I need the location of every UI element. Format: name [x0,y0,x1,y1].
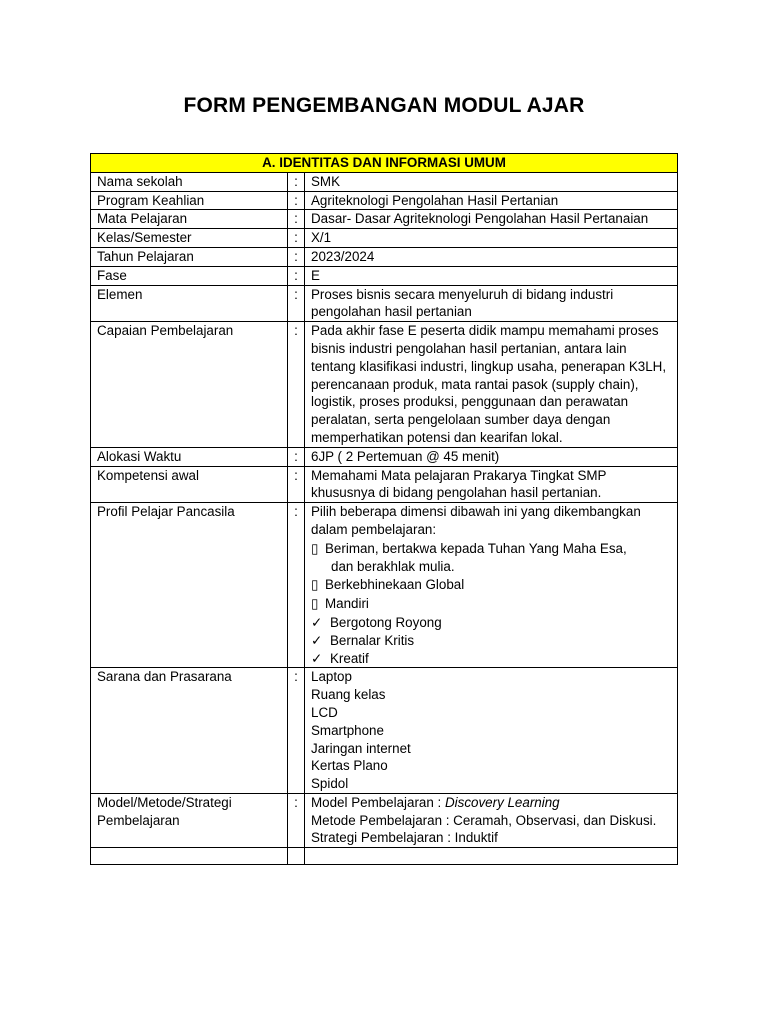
row-label [91,793,288,847]
row-value: E [305,266,678,285]
colon: : [288,466,305,503]
row-value: Pada akhir fase E peserta didik mampu memahami proses bisnis industri pengolahan hasil pertanian, antara lain tentang klasifikasi industri, lingkup usaha, penerapan K3LH, perencanaan produk, mata rantai pasok (supply chain), logistik, proses produksi, penggunaan dan perawatan peralatan, serta pengelolaan sumber daya dengan memperhatikan potensi dan kearifan lokal. [305,322,678,448]
empty-cell [91,848,288,865]
table-row [91,322,678,448]
row-label: Kelas/Semester [91,229,288,248]
checkmark-icon: ✓ [311,650,323,666]
strategi-line: Strategi Pembelajaran : Induktif [311,830,498,846]
row-value: 2023/2024 [305,247,678,266]
colon: : [288,285,305,322]
colon: : [288,793,305,847]
dimension-label: Mandiri [325,596,369,612]
table-row [91,285,678,322]
row-value: Dasar- Dasar Agriteknologi Pengolahan Hasil Pertanaian [305,210,678,229]
table-row [91,172,678,191]
empty-cell [305,848,678,865]
row-label: Fase [91,266,288,285]
table-row [91,503,678,668]
profil-intro: Pilih beberapa dimensi dibawah ini yang dikembangkan dalam pembelajaran: [311,504,641,537]
colon: : [288,229,305,248]
table-row-empty [91,848,678,865]
dimension-label: Beriman, bertakwa kepada Tuhan Yang Maha Esa, [325,540,627,556]
row-label: Kompetensi awal [91,466,288,503]
list-item: Kertas Plano [311,758,388,774]
row-label-line: Pembelajaran [97,812,180,828]
colon: : [288,668,305,794]
empty-cell [288,848,305,865]
colon: : [288,447,305,466]
row-label: Nama sekolah [91,172,288,191]
list-item [311,595,673,613]
table-row [91,191,678,210]
list-item: Jaringan internet [311,740,411,756]
table-row [91,229,678,248]
colon: : [288,191,305,210]
row-label: Sarana dan Prasarana [91,668,288,794]
list-item [311,632,673,650]
list-item: Laptop [311,669,352,685]
list-item: Spidol [311,776,349,792]
dimension-label: Kreatif [330,650,369,666]
row-value: Proses bisnis secara menyeluruh di bidang industri pengolahan hasil pertanian [305,285,678,322]
list-item: LCD [311,704,338,720]
row-label-line: Model/Metode/Strategi [97,794,232,810]
table-row [91,793,678,847]
dimension-label: Bergotong Royong [330,614,442,630]
table-row [91,668,678,794]
row-label: Alokasi Waktu [91,447,288,466]
row-value: 6JP ( 2 Pertemuan @ 45 menit) [305,447,678,466]
colon: : [288,322,305,448]
row-value: Memahami Mata pelajaran Prakarya Tingkat SMP khususnya di bidang pengolahan hasil pertanian. [305,466,678,503]
empty-box-icon: ▯ [311,596,319,612]
list-item [311,576,673,594]
list-item: Ruang kelas [311,687,386,703]
table-row [91,266,678,285]
row-label: Program Keahlian [91,191,288,210]
table-row [91,210,678,229]
dimension-label: Berkebhinekaan Global [325,577,465,593]
model-cell [305,793,678,847]
section-header: A. IDENTITAS DAN INFORMASI UMUM [91,154,678,173]
dimension-label-cont: dan berakhlak mulia. [331,558,455,574]
sarana-cell [305,668,678,794]
row-label: Elemen [91,285,288,322]
colon: : [288,247,305,266]
list-item [311,614,673,632]
row-label: Mata Pelajaran [91,210,288,229]
table-row [91,247,678,266]
colon: : [288,210,305,229]
table-row [91,466,678,503]
colon: : [288,503,305,668]
colon: : [288,172,305,191]
model-prefix: Model Pembelajaran : [311,794,445,810]
row-value: Agriteknologi Pengolahan Hasil Pertanian [305,191,678,210]
list-item [311,540,673,576]
row-label: Tahun Pelajaran [91,247,288,266]
table-row [91,447,678,466]
checkmark-icon: ✓ [311,632,323,648]
metode-line: Metode Pembelajaran : Ceramah, Observasi, dan Diskusi. [311,812,657,828]
profil-cell [305,503,678,668]
row-value: SMK [305,172,678,191]
identity-table [90,153,678,865]
empty-box-icon: ▯ [311,577,319,593]
empty-box-icon: ▯ [311,540,319,556]
page-title: FORM PENGEMBANGAN MODUL AJAR [183,94,585,117]
row-label: Profil Pelajar Pancasila [91,503,288,668]
checkmark-icon: ✓ [311,614,323,630]
dimension-label: Bernalar Kritis [330,632,415,648]
list-item: Smartphone [311,722,384,738]
model-value: Discovery Learning [444,794,560,810]
row-label: Capaian Pembelajaran [91,322,288,448]
colon: : [288,266,305,285]
row-value: X/1 [305,229,678,248]
list-item [311,650,673,668]
model-line [311,794,673,812]
section-header-row [91,154,678,173]
